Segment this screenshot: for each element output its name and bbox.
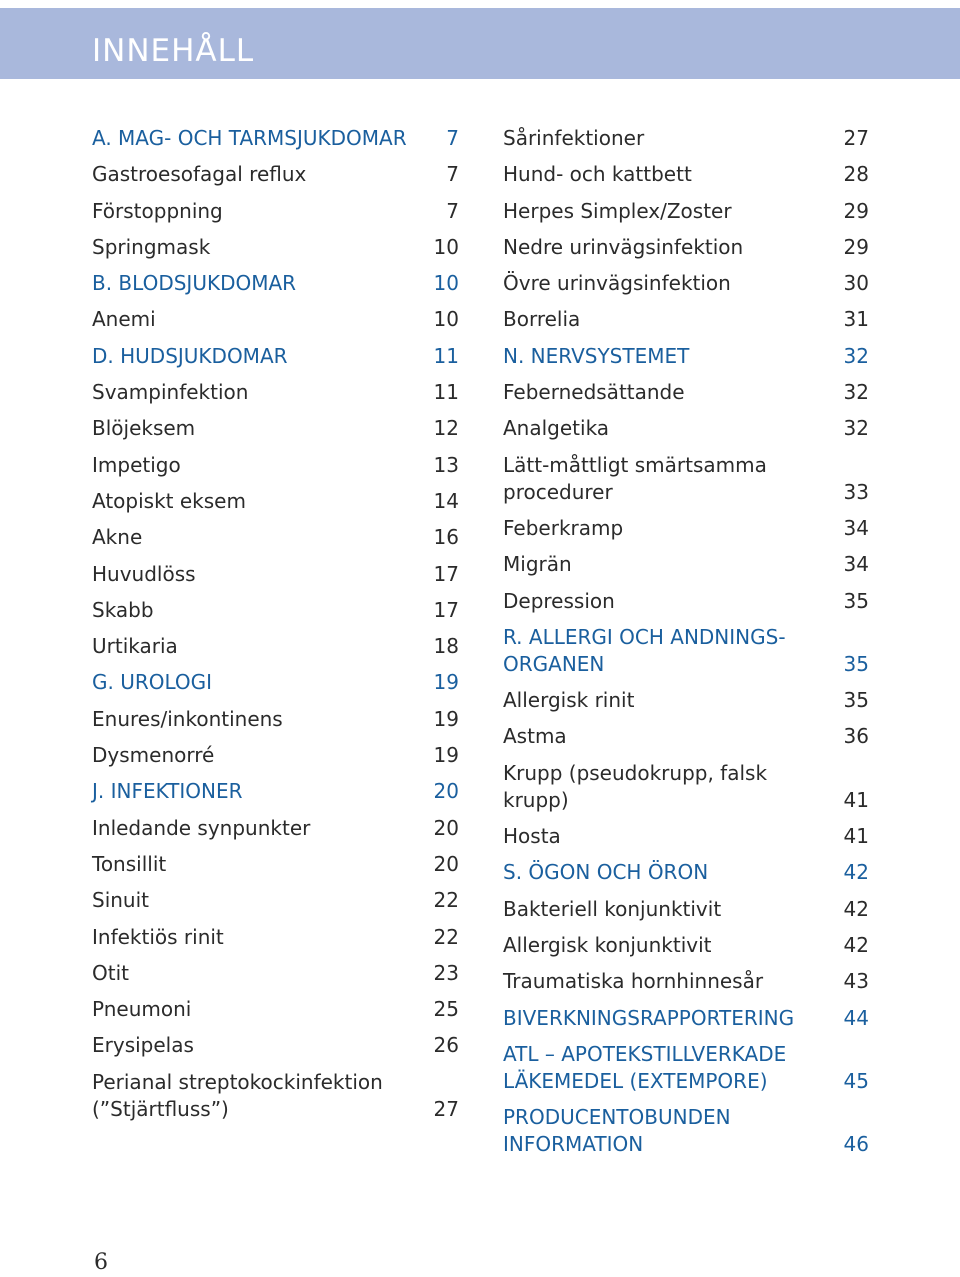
toc-entry	[503, 823, 869, 850]
toc-entry-label: Anemi	[92, 307, 156, 332]
toc-entry	[503, 760, 869, 814]
toc-right-column	[503, 125, 869, 1167]
toc-entry-page: 12	[433, 416, 459, 441]
toc-entry-label: D. HUDSJUKDOMAR	[92, 343, 288, 368]
toc-entry-label: Blöjeksem	[92, 416, 196, 441]
toc-entry-label: Perianal streptokockinfektion (”Stjärtfluss”)	[92, 1069, 383, 1121]
toc-entry	[92, 924, 459, 951]
toc-entry	[503, 198, 869, 225]
toc-entry-page: 16	[433, 525, 459, 550]
toc-entry-page: 23	[433, 960, 459, 985]
toc-section-heading	[92, 125, 459, 152]
toc-entry-label: ATL – APOTEKSTILLVERKADE LÄKEMEDEL (EXTEMPORE)	[503, 1041, 787, 1093]
toc-entry-page: 18	[433, 634, 459, 659]
toc-section-heading	[92, 778, 459, 805]
toc-entry	[92, 960, 459, 987]
toc-entry	[92, 161, 459, 188]
toc-entry	[503, 125, 869, 152]
toc-entry-page: 42	[843, 860, 869, 885]
toc-entry-page: 42	[843, 932, 869, 957]
toc-entry-label: Springmask	[92, 234, 211, 259]
toc-entry-label: Nedre urinvägsinfektion	[503, 234, 744, 259]
toc-entry-page: 35	[843, 651, 869, 676]
toc-entry-page: 20	[433, 779, 459, 804]
toc-entry-page: 13	[433, 452, 459, 477]
toc-entry-label: N. NERVSYSTEMET	[503, 343, 690, 368]
toc-entry-label: Enures/inkontinens	[92, 706, 283, 731]
toc-entry-page: 36	[843, 724, 869, 749]
toc-entry-page: 19	[433, 743, 459, 768]
toc-entry-page: 17	[433, 597, 459, 622]
toc-entry-label: Sinuit	[92, 888, 150, 913]
header-banner	[0, 8, 960, 79]
toc-entry	[503, 379, 869, 406]
toc-entry-page: 42	[843, 896, 869, 921]
toc-entry-label: Tonsillit	[92, 851, 167, 876]
toc-entry-label: S. ÖGON OCH ÖRON	[503, 860, 709, 885]
toc-section-heading	[503, 624, 869, 678]
toc-entry-page: 35	[843, 688, 869, 713]
toc-entry-page: 29	[843, 234, 869, 259]
toc-entry-label: Gastroesofagal reflux	[92, 162, 307, 187]
toc-entry	[503, 687, 869, 714]
toc-entry-page: 41	[843, 787, 869, 812]
toc-entry-label: Huvudlöss	[92, 561, 196, 586]
toc-entry-label: Borrelia	[503, 307, 581, 332]
page-number: 6	[94, 1250, 108, 1275]
toc-entry-page: 19	[433, 670, 459, 695]
toc-entry-page: 45	[843, 1068, 869, 1093]
toc-entry	[92, 597, 459, 624]
toc-entry-page: 43	[843, 969, 869, 994]
toc-entry-label: Migrän	[503, 552, 572, 577]
toc-entry-label: J. INFEKTIONER	[92, 779, 243, 804]
toc-left-column	[92, 125, 459, 1132]
toc-entry-page: 44	[843, 1005, 869, 1030]
toc-entry-page: 29	[843, 198, 869, 223]
toc-entry-page: 22	[433, 924, 459, 949]
toc-entry-label: Infektiös rinit	[92, 924, 224, 949]
toc-entry-label: Övre urinvägsinfektion	[503, 271, 731, 296]
toc-entry	[92, 561, 459, 588]
toc-entry	[503, 306, 869, 333]
toc-entry-label: B. BLODSJUKDOMAR	[92, 271, 297, 296]
toc-entry-label: Akne	[92, 525, 143, 550]
toc-entry-page: 11	[433, 343, 459, 368]
toc-entry-page: 33	[843, 479, 869, 504]
toc-section-heading	[503, 1041, 869, 1095]
toc-entry	[92, 996, 459, 1023]
toc-entry-label: Otit	[92, 960, 129, 985]
toc-entry-label: G. UROLOGI	[92, 670, 213, 695]
toc-entry	[92, 452, 459, 479]
toc-entry-page: 7	[446, 126, 459, 150]
toc-entry	[503, 270, 869, 297]
toc-entry-label: BIVERKNINGSRAPPORTERING	[503, 1005, 795, 1030]
toc-entry-label: Förstoppning	[92, 198, 223, 223]
toc-entry-page: 41	[843, 824, 869, 849]
toc-entry-page: 10	[433, 307, 459, 332]
toc-entry-label: Bakteriell konjunktivit	[503, 896, 722, 921]
toc-entry	[92, 488, 459, 515]
toc-entry-page: 19	[433, 706, 459, 731]
toc-entry	[503, 515, 869, 542]
toc-entry	[503, 968, 869, 995]
toc-entry-label: Febernedsättande	[503, 380, 685, 405]
toc-entry	[92, 851, 459, 878]
toc-entry-page: 34	[843, 552, 869, 577]
toc-section-heading	[92, 270, 459, 297]
toc-entry	[92, 306, 459, 333]
toc-entry	[503, 932, 869, 959]
toc-entry	[503, 723, 869, 750]
toc-entry	[92, 379, 459, 406]
toc-entry-label: Pneumoni	[92, 997, 192, 1022]
toc-entry-page: 25	[433, 997, 459, 1022]
toc-entry-label: Herpes Simplex/Zoster	[503, 198, 732, 223]
toc-section-heading	[503, 1104, 869, 1158]
toc-section-heading	[92, 343, 459, 370]
toc-entry-page: 17	[433, 561, 459, 586]
toc-entry-page: 32	[843, 416, 869, 441]
toc-entry-page: 27	[433, 1096, 459, 1121]
toc-entry	[92, 633, 459, 660]
toc-entry-page: 10	[433, 234, 459, 259]
toc-entry-label: Feberkramp	[503, 515, 624, 540]
toc-entry-label: Dysmenorré	[92, 743, 215, 768]
toc-entry-page: 26	[433, 1033, 459, 1058]
toc-entry	[503, 415, 869, 442]
toc-entry-label: Erysipelas	[92, 1033, 194, 1058]
toc-section-heading	[503, 343, 869, 370]
toc-entry-label: PRODUCENTOBUNDEN INFORMATION	[503, 1105, 731, 1157]
toc-entry-page: 32	[843, 343, 869, 368]
toc-entry-label: Impetigo	[92, 452, 181, 477]
toc-entry-label: Urtikaria	[92, 634, 178, 659]
toc-entry	[92, 415, 459, 442]
toc-entry-label: Allergisk rinit	[503, 688, 635, 713]
toc-entry-label: Allergisk konjunktivit	[503, 932, 712, 957]
toc-entry-page: 27	[843, 126, 869, 150]
toc-entry	[503, 551, 869, 578]
toc-entry-label: Astma	[503, 724, 567, 749]
toc-entry	[92, 234, 459, 261]
toc-entry-page: 34	[843, 515, 869, 540]
toc-entry-page: 7	[446, 162, 459, 187]
toc-entry-page: 35	[843, 588, 869, 613]
toc-entry	[92, 1032, 459, 1059]
toc-entry-label: Analgetika	[503, 416, 610, 441]
toc-entry-page: 20	[433, 851, 459, 876]
toc-entry-page: 14	[433, 488, 459, 513]
toc-entry-label: Krupp (pseudokrupp, falsk krupp)	[503, 760, 768, 812]
toc-section-heading	[503, 1005, 869, 1032]
toc-entry-page: 28	[843, 162, 869, 187]
toc-entry-page: 11	[433, 380, 459, 405]
toc-entry-label: Traumatiska hornhinnesår	[503, 969, 764, 994]
toc-entry	[92, 706, 459, 733]
toc-entry-label: Skabb	[92, 597, 154, 622]
toc-entry-page: 46	[843, 1132, 869, 1157]
toc-entry	[92, 815, 459, 842]
toc-entry-page: 32	[843, 380, 869, 405]
toc-entry	[503, 588, 869, 615]
toc-entry-label: Atopiskt eksem	[92, 488, 246, 513]
toc-entry-page: 22	[433, 888, 459, 913]
toc-entry	[92, 1069, 459, 1123]
toc-entry-label: A. MAG- OCH TARMSJUKDOMAR	[92, 126, 407, 150]
toc-entry	[503, 161, 869, 188]
toc-entry-label: Inledande synpunkter	[92, 815, 311, 840]
toc-entry	[92, 198, 459, 225]
toc-section-heading	[503, 859, 869, 886]
toc-entry-label: Depression	[503, 588, 615, 613]
toc-entry-label: Hosta	[503, 824, 561, 849]
toc-section-heading	[92, 669, 459, 696]
toc-entry-label: R. ALLERGI OCH ANDNINGS- ORGANEN	[503, 624, 786, 676]
toc-entry	[503, 896, 869, 923]
toc-entry-page: 30	[843, 271, 869, 296]
toc-entry-label: Svampinfektion	[92, 380, 249, 405]
toc-entry-page: 7	[446, 198, 459, 223]
toc-entry	[92, 742, 459, 769]
toc-entry-page: 31	[843, 307, 869, 332]
toc-entry	[92, 524, 459, 551]
toc-entry	[503, 452, 869, 506]
toc-entry-label: Lätt-måttligt smärtsamma procedurer	[503, 452, 767, 504]
toc-entry-label: Sårinfektioner	[503, 126, 645, 150]
toc-entry	[92, 887, 459, 914]
toc-entry-page: 20	[433, 815, 459, 840]
page-title: INNEHÅLL	[92, 33, 255, 69]
toc-entry-page: 10	[433, 271, 459, 296]
toc-entry	[503, 234, 869, 261]
toc-entry-label: Hund- och kattbett	[503, 162, 692, 187]
